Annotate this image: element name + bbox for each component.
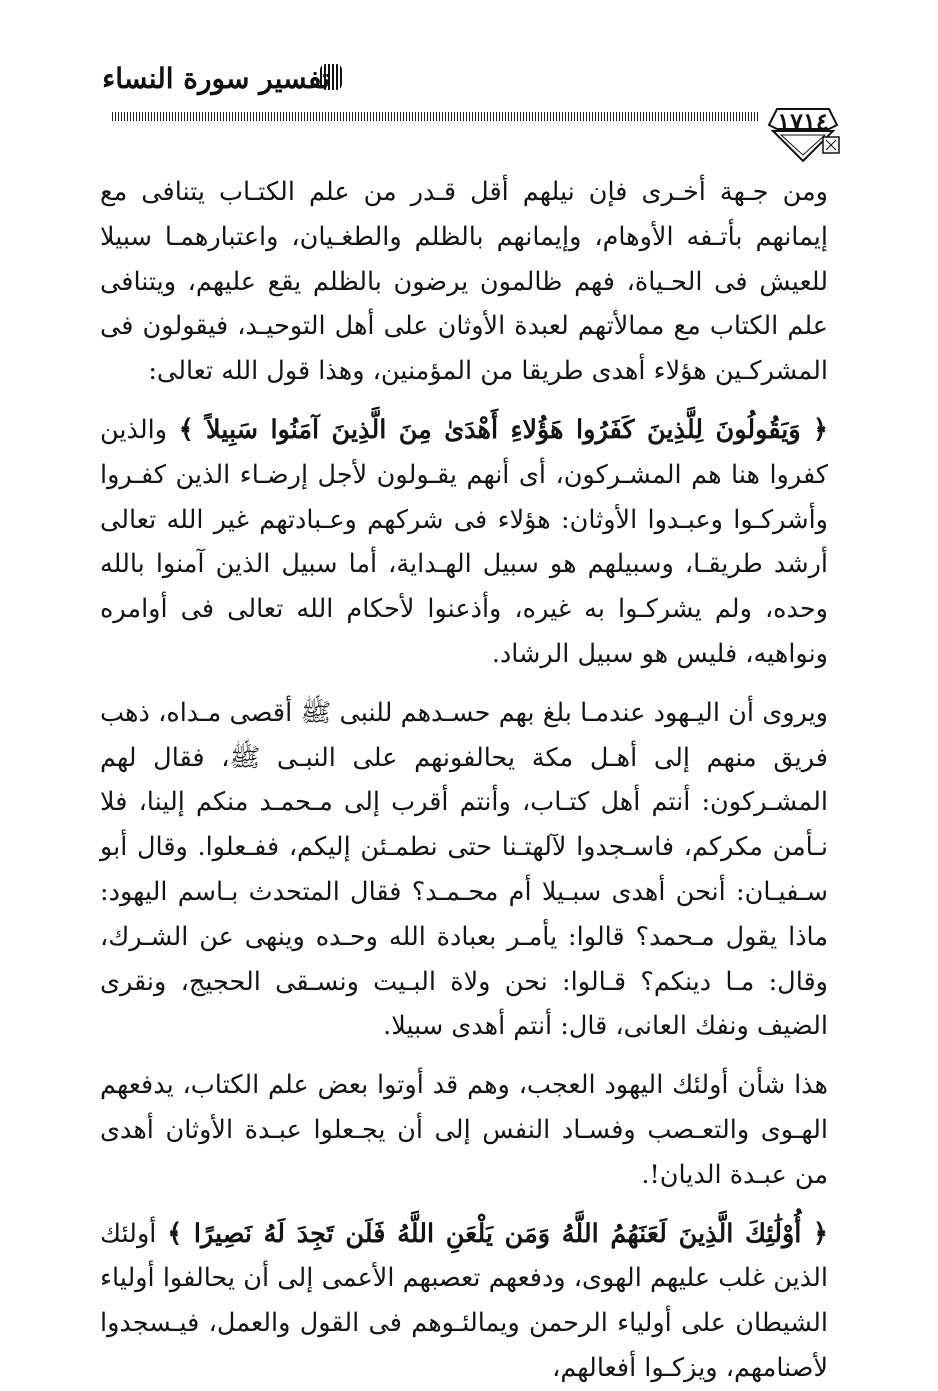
page-number: ١٧١٤ — [777, 107, 829, 136]
commentary-text: والذين كفروا هنا هم المشـركون، أى أنهم يقـولون لأجل إرضـاء الذين كفـروا وأشركـوا وعبـدوا الأوثان: هؤلاء فى شركهم وعـبادتهم غير الله تعالى أرشد طريقـا، وسبيلهم هو سبيل الهـداية، أما سبيل الذين آمنوا بالله وحده، ولم يشركـوا به غيره، وأذعنوا لأحكام الله تعالى فى أوامره ونواهيه، فليس هو سبيل الرشاد. — [100, 414, 828, 669]
paragraph-5 — [100, 1212, 828, 1391]
paragraph-4: هذا شأن أولئك اليهود العجب، وهم قد أوتوا بعض علم الكتاب، يدفعهم الهـوى والتعـصب وفسـاد النفس إلى أن يجـعلوا عبـدة الأوثان أهدى من عبـدة الديان!. — [100, 1070, 828, 1190]
page-header — [0, 0, 938, 170]
paragraph-3: ويروى أن اليـهود عندمـا بلغ بهم حسـدهم للنبى ﷺ أقصى مـداه، ذهب فريق منهم إلى أهـل مكة يحالفونهم على النبـى ﷺ، فقال لهم المشـركون: أنتم أهل كتـاب، وأنتم أقرب إلى مـحمـد منكم إلينا، فلا نـأمن مكركم، فاسـجدوا لآلهتـنا حتى نطمـئن إليكم، ففـعلوا. وقال أبو سـفيـان: أنحن أهدى سبـيلا أم محـمـد؟ فقال المتحدث بـاسم اليهود: ماذا يقول مـحمد؟ قالوا: يأمـر بعبادة الله وحـده وينهى عن الشـرك، وقال: مـا دينكم؟ قـالوا: نحن ولاة البـيت ونسـقى الحجيج، ونقرى الضيف ونفك العانى، قال: أنتم أهدى سبيلا. — [100, 697, 828, 1042]
page-body — [100, 170, 828, 1391]
page-number-badge — [763, 95, 843, 165]
running-title: تفسير سورة النساء — [102, 62, 330, 95]
paragraph-1: ومن جـهة أخـرى فإن نيلهم أقل قـدر من علم الكتـاب يتنافى مع إيمانهم بأتـفه الأوهام، وإيمانهم بالظلم والطغـيان، واعتبارهمـا سبيلا للعيش فى الحـياة، فهم ظالمون يرضون بالظلم يقع عليهم، ويتنافى علم الكتاب مع ممالأتهم لعبدة الأوثان على أهل التوحيـد، فيقولون فى المشركـين هؤلاء أهدى طريقا من المؤمنين، وهذا قول الله تعالى: — [100, 177, 828, 387]
quran-verse: ﴿ أُوْلَٰئِكَ الَّذِينَ لَعَنَهُمُ اللَّهُ وَمَن يَلْعَنِ اللَّهُ فَلَن تَجِدَ لَهُ نَصِيرًا ﴾ — [167, 1218, 828, 1249]
quran-verse: ﴿ وَيَقُولُونَ لِلَّذِينَ كَفَرُوا هَؤُلاءِ أَهْدَىٰ مِنَ الَّذِينَ آمَنُوا سَبِيلاً ﴾ — [178, 414, 828, 445]
header-rule — [112, 112, 758, 121]
paragraph-2 — [100, 408, 828, 677]
commentary-text: أولئك الذين غلب عليهم الهوى، ودفعهم تعصبهم الأعمى إلى أن يحالفوا أولياء الشيطان على أولياء الرحمن ويمالئـوهم فى القول والعمل، فيـسجدوا لأصنامهم، ويزكـوا أفعالهم، — [100, 1218, 828, 1383]
